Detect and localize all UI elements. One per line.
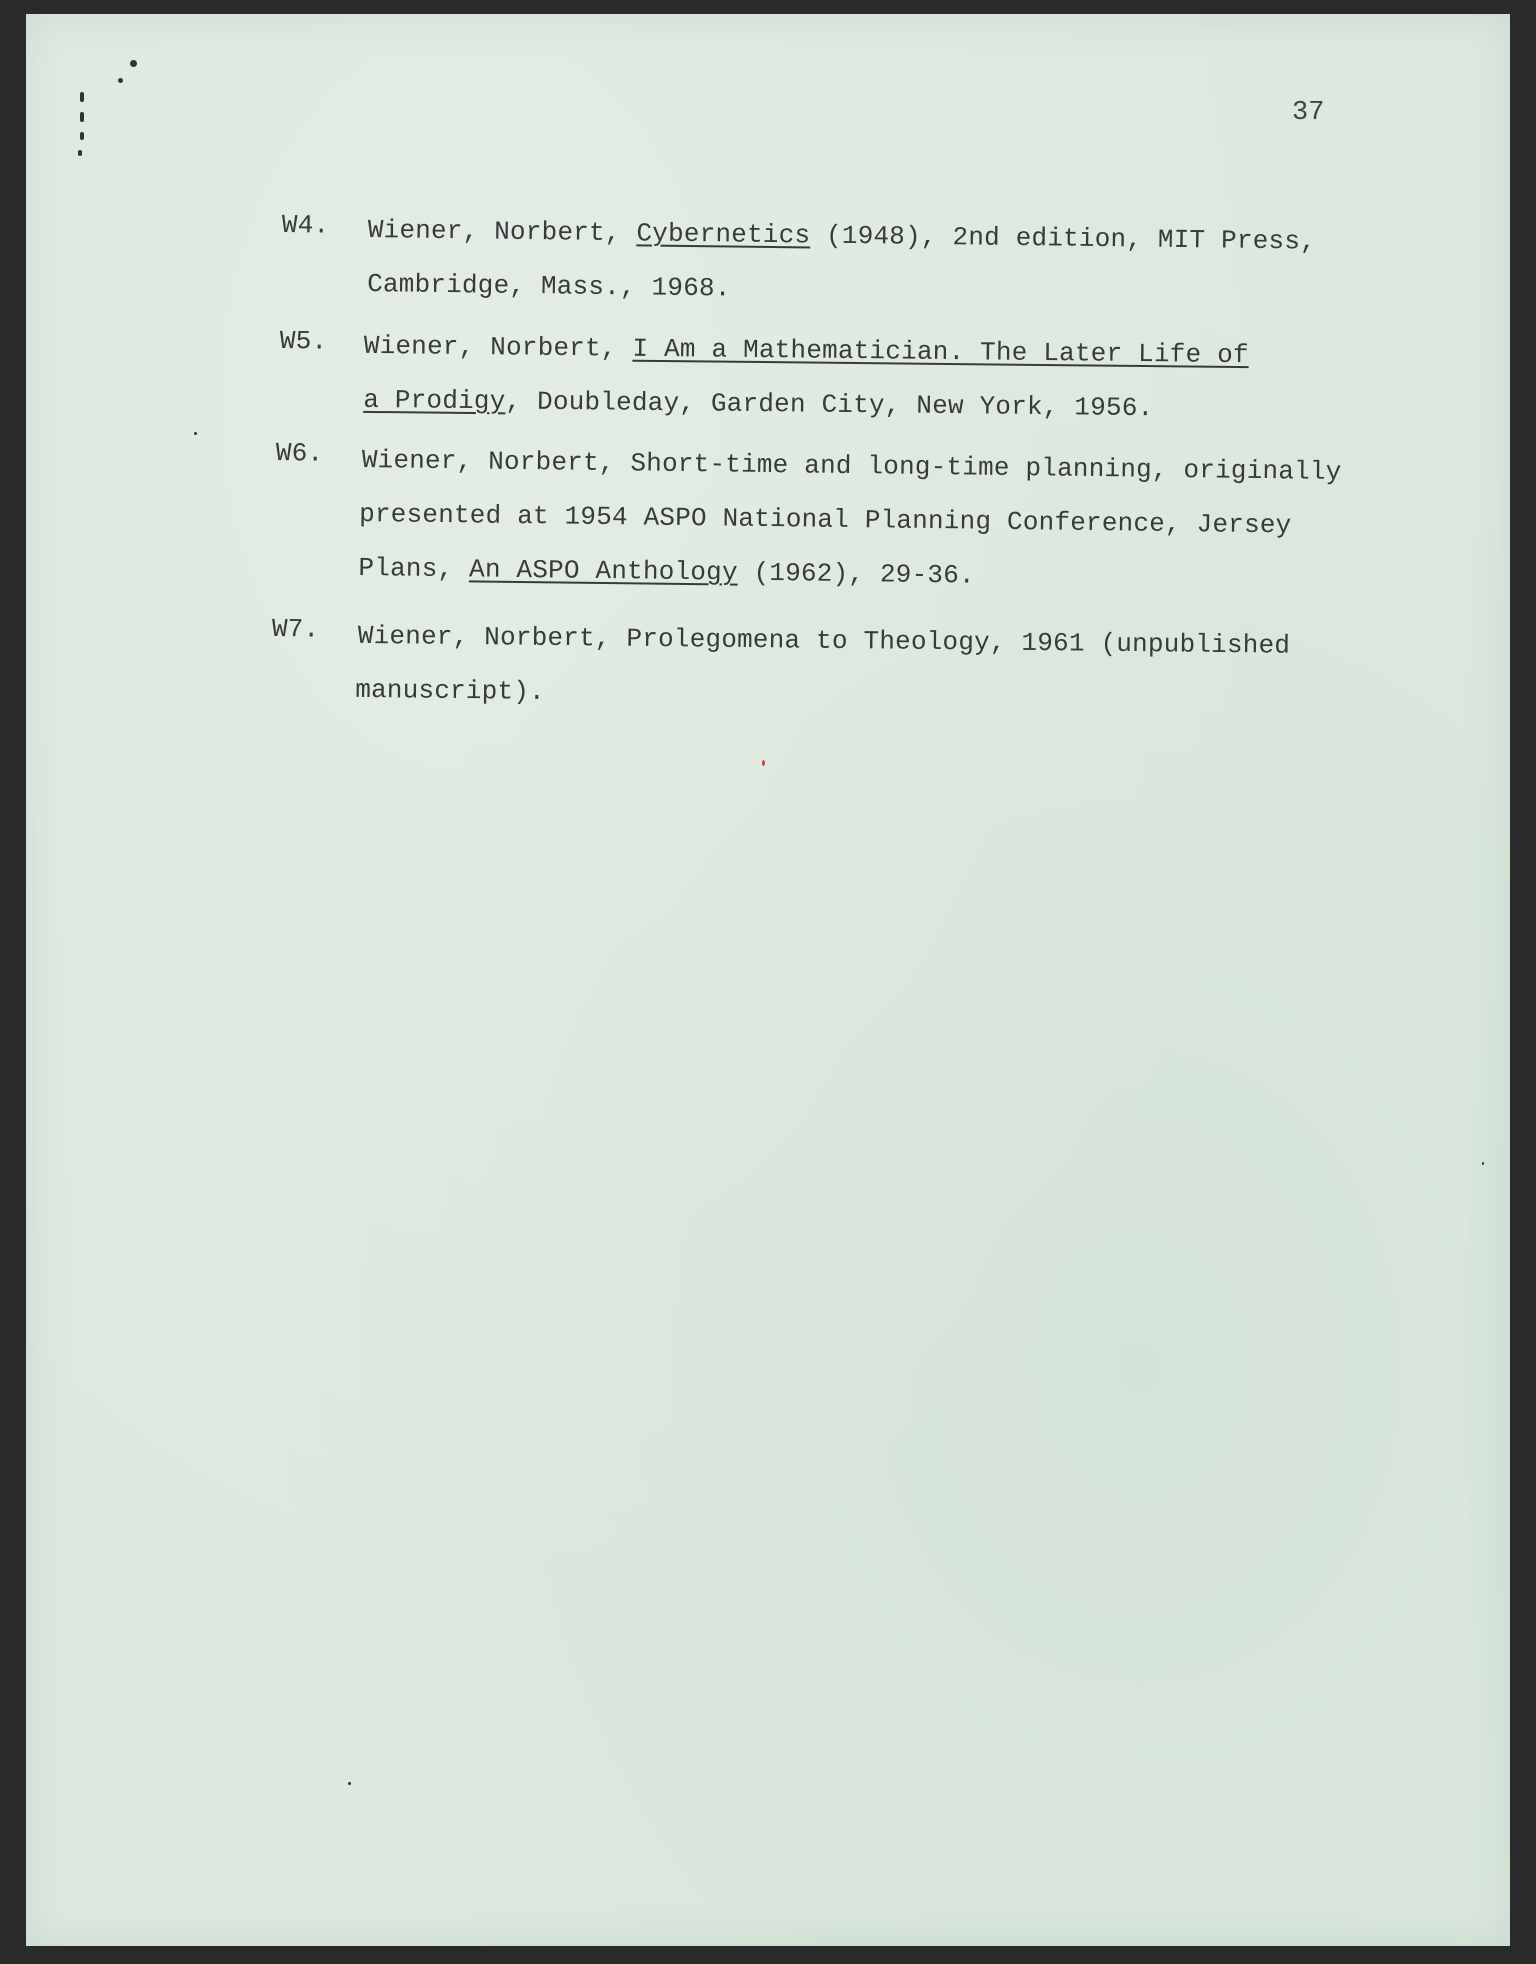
entry-line: presented at 1954 ASPO National Planning Conference, Jersey — [358, 499, 1292, 541]
binding-mark — [118, 78, 123, 83]
entry-line: manuscript). — [355, 674, 546, 707]
ink-speck — [1482, 1162, 1484, 1165]
entry-label: W7. — [271, 614, 320, 645]
entry-line: Wiener, Norbert, Cybernetics (1948), 2nd edition, MIT Press, — [367, 215, 1317, 257]
ink-speck — [348, 1782, 351, 1785]
underlined-title: Cybernetics — [636, 218, 811, 251]
binding-mark — [80, 92, 84, 102]
underlined-title: I Am a Mathematician. The Later Life of — [632, 333, 1249, 371]
entry-label: W5. — [279, 326, 328, 357]
page-number: 37 — [1292, 98, 1325, 128]
entry-line: Cambridge, Mass., 1968. — [366, 269, 731, 304]
entry-label: W4. — [281, 210, 330, 241]
binding-mark — [80, 132, 84, 140]
underlined-title: An ASPO Anthology — [468, 554, 738, 588]
binding-mark — [78, 150, 82, 156]
entry-line: Wiener, Norbert, Short-time and long-time planning, originally — [361, 445, 1342, 488]
ink-speck — [762, 760, 765, 766]
document-page — [26, 14, 1510, 1946]
entry-label: W6. — [275, 438, 324, 469]
entry-line: a Prodigy, Doubleday, Garden City, New York, 1956. — [363, 384, 1154, 424]
binding-mark — [130, 60, 137, 67]
entry-line: Plans, An ASPO Anthology (1962), 29-36. — [358, 553, 975, 591]
entry-line: Wiener, Norbert, I Am a Mathematician. The Later Life of — [363, 330, 1249, 371]
underlined-title: a Prodigy — [363, 384, 506, 417]
ink-speck — [194, 432, 197, 435]
binding-mark — [80, 112, 84, 122]
entry-line: Wiener, Norbert, Prolegomena to Theology, 1961 (unpublished — [357, 620, 1291, 661]
